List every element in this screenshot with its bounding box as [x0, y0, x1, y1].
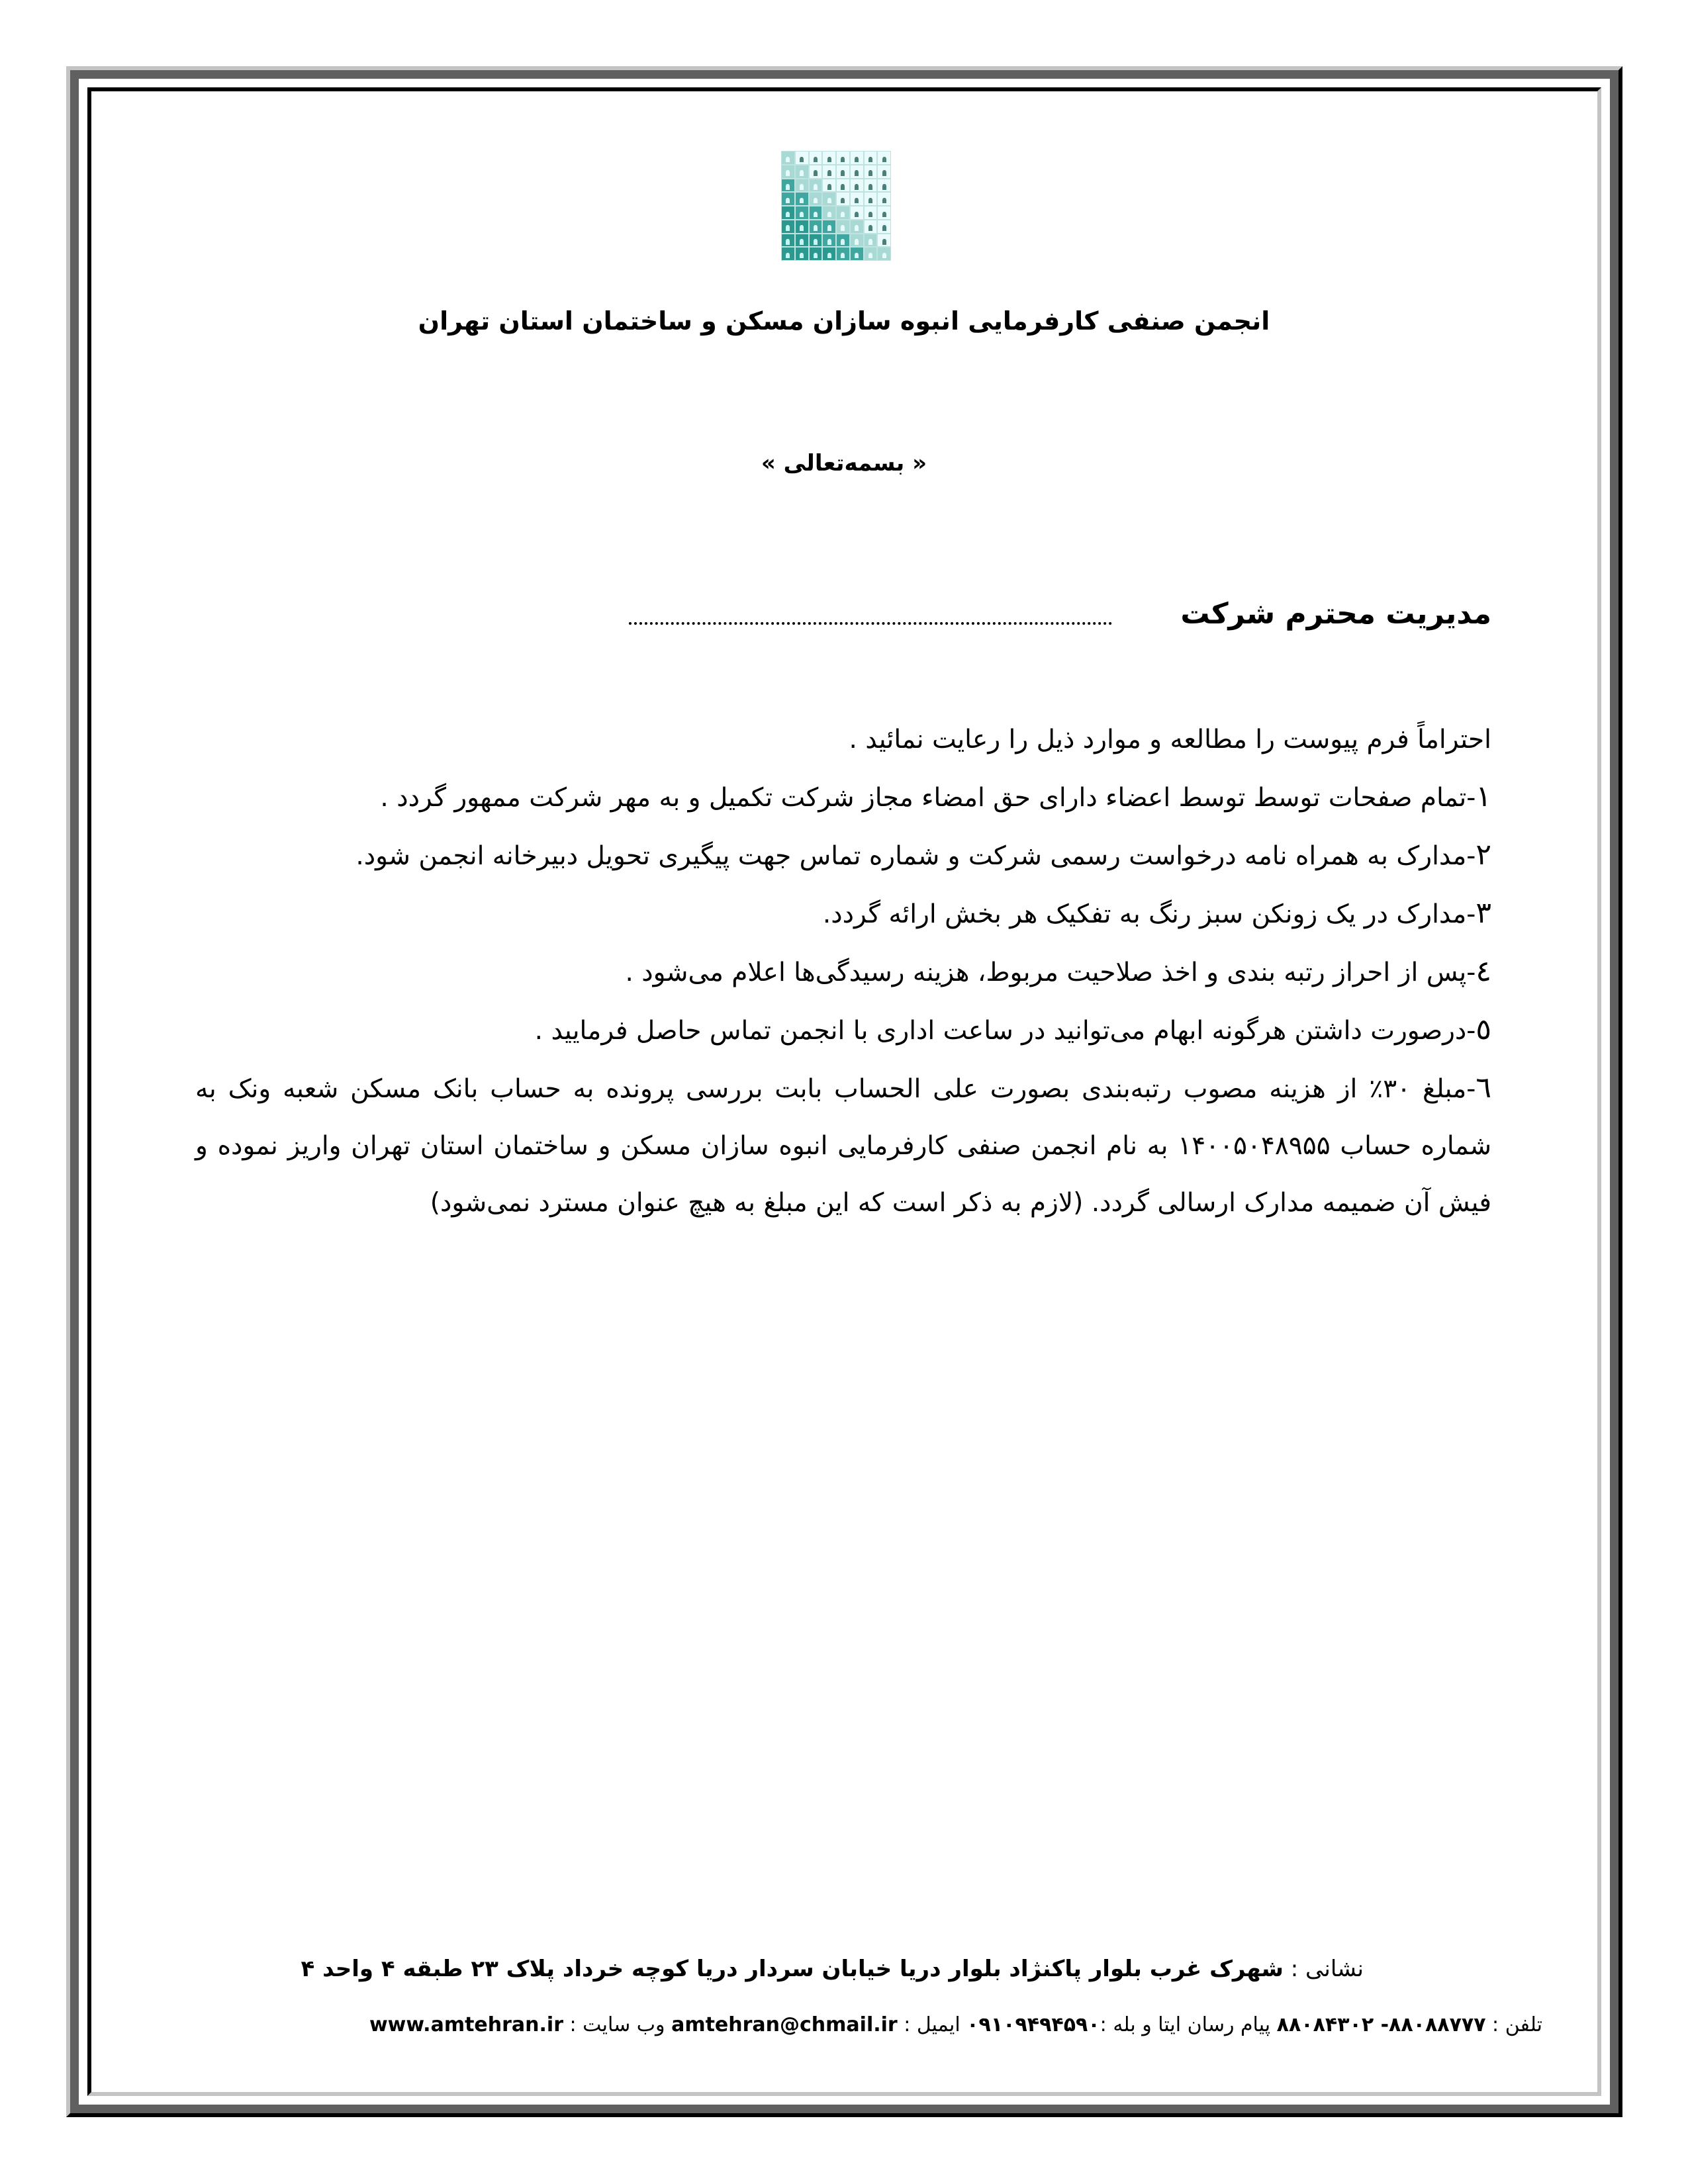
messenger-value: ۰۹۱۰۹۴۹۴۵۹۰: [966, 2013, 1100, 2036]
logo-tile: [796, 179, 808, 192]
item-text: -مبلغ ٣٠٪ از هزینه مصوب رتبه‌بندی بصورت علی الحساب بابت بررسی پرونده به حساب بانک مسکن شعبه ونک به شماره حساب ۱۴۰۰۵۰۴۸۹۵۵ به نام انجمن صنفی کارفرمایی انبوه سازان مسکن و ساختمان استان تهران واریز نموده و فیش آن ضمیمه مدارک ارسالی گردد. (لازم به ذکر است که این مبلغ به هیچ عنوان مسترد نمی‌شود): [195, 1074, 1492, 1218]
logo-tile: [878, 248, 890, 260]
logo-tile: [837, 152, 849, 164]
address-value: شهرک غرب بلوار پاکنژاد بلوار دریا خیابان سردار دریا کوچه خرداد پلاک ۲۳ طبقه ۴ واحد ۴: [301, 1956, 1284, 1982]
item-text: -مدارک در یک زونکن سبز رنگ به تفکیک هر بخش ارائه گردد.: [822, 899, 1476, 929]
item-number: ١: [1476, 780, 1491, 813]
phone-label: تلفن :: [1485, 2013, 1542, 2036]
list-item: [195, 943, 1491, 1001]
item-text: -مدارک به همراه نامه درخواست رسمی شرکت و شماره تماس جهت پیگیری تحویل دبیرخانه انجمن شود.: [355, 841, 1476, 871]
organization-title: انجمن صنفی کارفرمایی انبوه سازان مسکن و ساختمان استان تهران: [418, 306, 1270, 336]
logo-tile: [851, 179, 863, 192]
logo-tile: [810, 206, 822, 219]
logo-tile: [878, 234, 890, 247]
logo-tile: [837, 206, 849, 219]
messenger-label: پیام رسان ایتا و بله :: [1100, 2013, 1277, 2036]
logo-tile: [796, 165, 808, 178]
logo-tile: [796, 248, 808, 260]
footer-address: [238, 1949, 1364, 1989]
logo-tile: [837, 179, 849, 192]
phone-value: ۸۸۰۸۸۷۷۷- ۸۸۰۸۴۳۰۲: [1276, 2013, 1486, 2036]
logo-tile: [851, 152, 863, 164]
logo-tile: [782, 165, 794, 178]
item-number: ٣: [1476, 896, 1491, 930]
logo-tile: [851, 206, 863, 219]
logo-tile: [796, 220, 808, 233]
invocation-heading: « بسمه‌تعالی »: [761, 450, 927, 477]
list-item: [195, 1001, 1491, 1060]
logo-tile: [851, 220, 863, 233]
logo-tile: [851, 248, 863, 260]
logo-tile: [782, 206, 794, 219]
website-link[interactable]: www.amtehran.ir: [369, 2013, 563, 2036]
item-text: -تمام صفحات توسط توسط اعضاء دارای حق امضاء مجاز شرکت تکمیل و به مهر شرکت ممهور گردد .: [380, 783, 1476, 813]
logo-tile: [810, 165, 822, 178]
logo-tile: [823, 179, 835, 192]
logo-tile: [796, 234, 808, 247]
logo-tile: [810, 152, 822, 164]
logo-tile: [851, 193, 863, 205]
item-number: ٤: [1476, 954, 1491, 988]
logo-tile: [865, 220, 877, 233]
logo-tile: [810, 179, 822, 192]
item-number: ٥: [1476, 1013, 1491, 1046]
logo-tile: [782, 152, 794, 164]
logo-tile: [878, 193, 890, 205]
item-number: ٢: [1476, 838, 1491, 872]
logo-tile: [878, 179, 890, 192]
logo-tile: [865, 193, 877, 205]
logo-tile: [837, 193, 849, 205]
logo-tile: [823, 220, 835, 233]
logo-tile: [796, 152, 808, 164]
item-text: -پس از احراز رتبه بندی و اخذ صلاحیت مربوط، هزینه رسیدگی‌ها اعلام می‌شود .: [625, 958, 1476, 987]
intro-paragraph: احتراماً فرم پیوست را مطالعه و موارد ذیل را رعایت نمائید .: [849, 725, 1491, 754]
logo-tile: [837, 165, 849, 178]
item-text: -درصورت داشتن هرگونه ابهام می‌توانید در ساعت اداری با انجمن تماس حاصل فرمایید .: [534, 1016, 1476, 1046]
list-item: [195, 827, 1491, 885]
logo-tile: [878, 206, 890, 219]
logo-tile: [810, 234, 822, 247]
list-item: [195, 1060, 1491, 1232]
company-name-blank-field: [629, 622, 1112, 625]
logo-tile: [878, 152, 890, 164]
logo-tile: [810, 220, 822, 233]
logo-tile: [865, 179, 877, 192]
list-item: [195, 768, 1491, 827]
logo-tile: [865, 152, 877, 164]
logo-tile: [810, 248, 822, 260]
email-link[interactable]: amtehran@chmail.ir: [671, 2013, 898, 2036]
logo-tile: [823, 152, 835, 164]
website-label: وب سایت :: [563, 2013, 672, 2036]
logo-tile: [796, 206, 808, 219]
logo-tile: [851, 234, 863, 247]
logo-tile: [823, 248, 835, 260]
item-number: ٦: [1476, 1071, 1491, 1105]
logo-tile: [796, 193, 808, 205]
logo-tile: [865, 165, 877, 178]
email-label: ایمیل :: [897, 2013, 967, 2036]
logo-tile: [837, 234, 849, 247]
logo-tile: [810, 193, 822, 205]
logo-tile: [823, 234, 835, 247]
logo-tile: [865, 234, 877, 247]
logo-tile: [823, 165, 835, 178]
logo-tile: [878, 220, 890, 233]
organization-logo-icon: [781, 151, 891, 261]
logo-tile: [878, 165, 890, 178]
logo-tile: [823, 206, 835, 219]
logo-tile: [782, 234, 794, 247]
logo-tile: [782, 193, 794, 205]
logo-tile: [865, 248, 877, 260]
logo-tile: [782, 220, 794, 233]
logo-tile: [837, 220, 849, 233]
footer-contact: [205, 2005, 1542, 2045]
logo-tile: [865, 206, 877, 219]
logo-tile: [837, 248, 849, 260]
logo-tile: [823, 193, 835, 205]
list-item: [195, 885, 1491, 943]
logo-tile: [782, 248, 794, 260]
address-label: نشانی :: [1283, 1956, 1364, 1982]
salutation: مدیریت محترم شرکت: [1180, 597, 1491, 631]
letter-body: [195, 711, 1491, 1232]
logo-tile: [782, 179, 794, 192]
logo-tile: [851, 165, 863, 178]
